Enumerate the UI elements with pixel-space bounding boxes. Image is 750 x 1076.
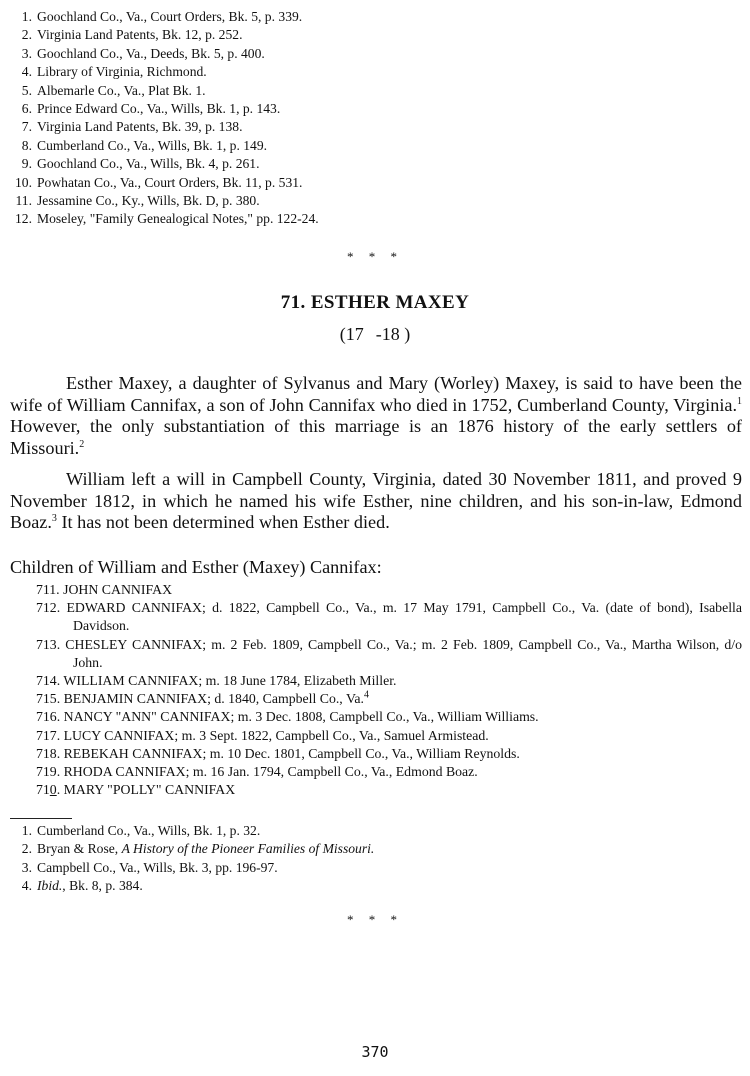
list-item [36, 636, 742, 672]
footnote [6, 840, 726, 858]
list-item [36, 745, 742, 763]
note-number: 2. [21, 27, 32, 43]
note-text: Moseley, "Family Genealogical Notes," pp. 122-24. [37, 211, 319, 227]
footnote-ref: 3 [51, 513, 57, 525]
source-note [6, 155, 726, 173]
body-paragraph-1 [10, 373, 742, 459]
note-number: 7. [21, 119, 32, 135]
paragraph-text: However, the only substantiation of this marriage is an 1876 history of the early settlers of Missouri. [10, 416, 742, 458]
section-dates [0, 324, 750, 345]
source-note [6, 137, 726, 155]
note-number: 10. [15, 174, 32, 190]
footnotes-list [6, 822, 726, 896]
footnote-ref: 1 [737, 395, 742, 407]
note-number: 8. [21, 137, 32, 153]
note-number: 9. [21, 156, 32, 172]
child-number: 718. [36, 745, 61, 761]
child-text: EDWARD CANNIFAX; d. 1822, Campbell Co., Va., m. 17 May 1791, Campbell Co., Va. (date of bond), Isabella Davidson. [66, 600, 742, 634]
list-item [36, 690, 742, 708]
child-text: JOHN CANNIFAX [63, 582, 173, 597]
source-note [6, 26, 726, 44]
footnote [6, 859, 726, 877]
note-text: Library of Virginia, Richmond. [37, 64, 207, 80]
child-text: CHESLEY CANNIFAX; m. 2 Feb. 1809, Campbell Co., Va.; m. 2 Feb. 1809, Campbell Co., Va., Martha Wilson, d/o John. [65, 636, 742, 670]
footnote [6, 877, 726, 895]
list-item [36, 727, 742, 745]
note-text: Goochland Co., Va., Court Orders, Bk. 5, p. 339. [37, 9, 303, 24]
note-text: Albemarle Co., Va., Plat Bk. 1. [37, 82, 206, 98]
list-item [36, 781, 742, 799]
note-number: 6. [21, 101, 32, 117]
body-paragraph-2 [10, 469, 742, 534]
source-note [6, 8, 726, 26]
source-note [6, 63, 726, 81]
child-number: 717. [36, 727, 61, 743]
footnote-ref: 2 [79, 438, 85, 450]
child-number: 714. [36, 673, 61, 689]
footnote [6, 822, 726, 840]
list-item [36, 581, 742, 599]
child-text: WILLIAM CANNIFAX; m. 18 June 1784, Elizabeth Miller. [63, 673, 397, 689]
note-number: 4. [21, 64, 32, 80]
footnote-number: 4. [21, 878, 32, 894]
paragraph-text: Esther Maxey, a daughter of Sylvanus and Mary (Worley) Maxey, is said to have been the wife of William Cannifax, a son of John Cannifax who died in 1752, Cumberland County, Virginia. [10, 373, 742, 415]
paragraph-text: It has not been determined when Esther died. [56, 512, 390, 533]
note-text: Virginia Land Patents, Bk. 12, p. 252. [37, 27, 243, 43]
source-notes-list [6, 8, 726, 229]
source-note [6, 210, 726, 228]
note-number: 1. [21, 9, 32, 24]
note-text: Goochland Co., Va., Deeds, Bk. 5, p. 400. [37, 45, 265, 61]
ibid-italic: Ibid. [37, 878, 63, 894]
footnote-number: 3. [21, 859, 32, 875]
child-number: 711. [36, 582, 60, 597]
footnote-text: Campbell Co., Va., Wills, Bk. 3, pp. 196-97. [37, 859, 278, 875]
source-note [6, 192, 726, 210]
note-number: 11. [15, 193, 32, 209]
source-note [6, 82, 726, 100]
child-text: NANCY "ANN" CANNIFAX; m. 3 Dec. 1808, Campbell Co., Va., William Williams. [63, 709, 539, 725]
children-heading: Children of William and Esther (Maxey) Cannifax: [10, 557, 382, 577]
footnote-text: Bryan & Rose, A History of the Pioneer Families of Missouri. [37, 841, 375, 857]
footnote-number: 2. [21, 841, 32, 857]
child-number: 713. [36, 636, 61, 652]
child-text: BENJAMIN CANNIFAX; d. 1840, Campbell Co., Va. [63, 691, 364, 707]
footnote-ref: 4 [363, 689, 369, 701]
note-number: 5. [21, 82, 32, 98]
source-note [6, 45, 726, 63]
child-number: 719. [36, 764, 61, 780]
footnote-rule [10, 818, 72, 819]
child-text: RHODA CANNIFAX; m. 16 Jan. 1794, Campbell Co., Va., Edmond Boaz. [63, 764, 478, 780]
source-note [6, 174, 726, 192]
list-item [36, 599, 742, 635]
list-item [36, 708, 742, 726]
footnote-text: Ibid., Bk. 8, p. 384. [37, 878, 143, 894]
note-text: Cumberland Co., Va., Wills, Bk. 1, p. 149. [37, 137, 268, 153]
page-number: 370 [361, 1043, 389, 1061]
children-list [36, 581, 742, 799]
child-number: 716. [36, 709, 61, 725]
child-number: 712. [36, 600, 61, 616]
note-text: Virginia Land Patents, Bk. 39, p. 138. [37, 119, 243, 135]
note-text: Prince Edward Co., Va., Wills, Bk. 1, p. 143. [37, 101, 281, 117]
child-number: 710. [36, 782, 61, 798]
section-separator: * * * [347, 249, 403, 264]
section-separator: * * * [347, 912, 403, 927]
dates-open: (17 [339, 324, 364, 344]
child-text: MARY "POLLY" CANNIFAX [63, 782, 236, 798]
footnote-text: Cumberland Co., Va., Wills, Bk. 1, p. 32. [37, 823, 261, 838]
paragraph-text: William left a will in Campbell County, Virginia, dated 30 November 1811, and proved 9 November 1812, in which he named his wife Esther, nine children, and his son-in-law, Edmond Boaz. [10, 469, 742, 533]
note-text: Powhatan Co., Va., Court Orders, Bk. 11, p. 531. [37, 174, 303, 190]
dates-close: -18 ) [375, 324, 411, 344]
note-text: Jessamine Co., Ky., Wills, Bk. D, p. 380. [37, 193, 260, 209]
list-item [36, 672, 742, 690]
child-text: REBEKAH CANNIFAX; m. 10 Dec. 1801, Campbell Co., Va., William Reynolds. [63, 745, 520, 761]
footnote-number: 1. [21, 823, 32, 838]
section-title: 71. ESTHER MAXEY [280, 292, 470, 313]
child-number: 715. [36, 691, 61, 707]
list-item [36, 763, 742, 781]
book-title: A History of the Pioneer Families of Missouri. [121, 841, 375, 857]
note-text: Goochland Co., Va., Wills, Bk. 4, p. 261. [37, 156, 260, 172]
note-number: 12. [15, 211, 32, 227]
source-note [6, 100, 726, 118]
source-note [6, 118, 726, 136]
child-text: LUCY CANNIFAX; m. 3 Sept. 1822, Campbell Co., Va., Samuel Armistead. [63, 727, 489, 743]
note-number: 3. [21, 45, 32, 61]
